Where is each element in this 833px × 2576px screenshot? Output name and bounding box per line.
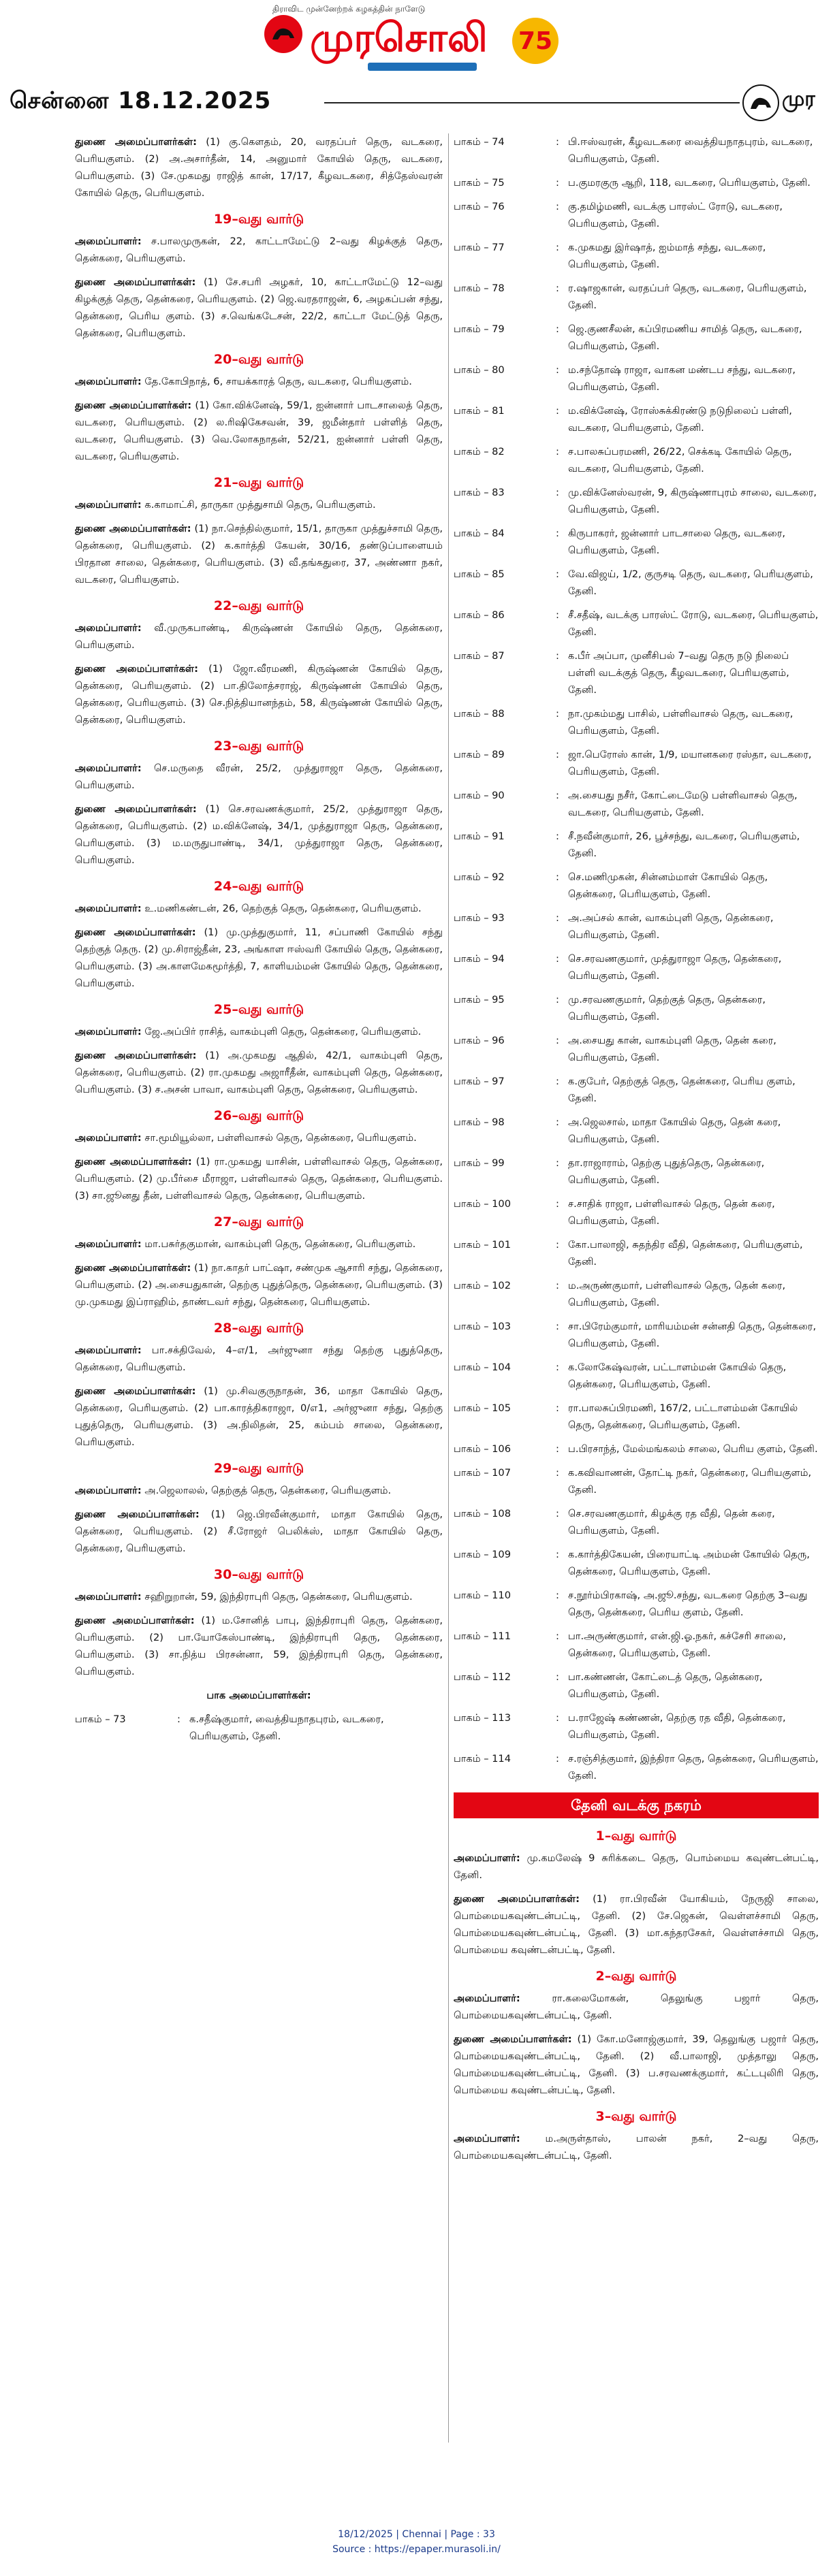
booth-separator: : [556,283,559,294]
booth-separator: : [556,708,559,720]
booth-number: பாகம் – 85 [454,568,505,580]
booth-number: பாகம் – 112 [454,1671,511,1683]
member-details: (1) ஜோ.வீரமணி, கிருஷ்ணன் கோயில் தெரு, தென்கரை, பெரியகுளம். (2) பா.திலோத்சராஜ், கிருஷ்ணன் கோயில் தெரு, தென்கரை, பெரியகுளம். (3) செ.நித்தியானந்தம், 58, கிருஷ்ணன் கோயில் தெரு, தென்கரை, பெரியகுளம். [75,663,443,726]
booth-separator: : [556,1239,559,1251]
member-paragraph [454,2031,819,2099]
booth-person: ப.ராஜேஷ் கண்ணன், தெற்கு ரத வீதி, தென்கரை, பெரியகுளம், தேனி. [568,1712,786,1741]
booth-person: ஜெ.குணசீலன், கப்பிரமணிய சாமித் தெரு, வடகரை, பெரியகுளம், தேனி. [568,323,802,352]
booth-person: க.குபேர், தெற்குத் தெரு, தென்கரை, பெரிய குளம், தேனி. [568,1076,796,1104]
booth-number: பாகம் – 108 [454,1508,511,1519]
booth-number: பாகம் – 92 [454,871,505,883]
booth-entry [454,174,819,191]
booth-entry [454,746,819,780]
booth-person: ப.பிரசாந்த், மேல்மங்கலம் சாலை, பெரிய குளம், தேனி. [568,1443,818,1455]
anniversary-number: 75 [518,27,553,55]
booth-entry [454,566,819,600]
member-details: ம.அருள்தாஸ், பாலன் நகர், 2–வது தெரு, பொம்மையகவுண்டன்பட்டி, தேனி. [454,2133,819,2161]
ward-heading: 21–வது வார்டு [213,475,304,490]
left-column [75,133,443,2448]
role-label: அமைப்பாளர்: [75,376,142,387]
member-details: உ.மணிகண்டன், 26, தெற்குத் தெரு, தென்கரை, பெரியகுளம். [141,903,422,914]
booth-person: க.பீர் அப்பா, முனீசிபல் 7–வது தெரு நடு நிலைப் பள்ளி வடக்குத் தெரு, கீழவடகரை, பெரியகுளம், தேனி. [568,650,789,696]
member-paragraph [75,660,443,728]
member-paragraph [75,1236,443,1253]
member-paragraph [454,1990,819,2024]
booth-person: ம.சந்தோஷ் ராஜா, வாகன மண்டப சந்து, வடகரை, பெரியகுளம், தேனி. [568,364,796,393]
member-paragraph [75,924,443,992]
booth-entry [454,1359,819,1393]
booth-entry [454,1709,819,1743]
booth-separator: : [177,1713,180,1725]
booth-number: பாகம் – 76 [454,201,505,212]
booth-number: பாகம் – 99 [454,1157,505,1169]
booth-entry [454,705,819,739]
booth-number: பாகம் – 104 [454,1362,511,1373]
ward-heading: 23–வது வார்டு [213,739,304,754]
booth-number: பாகம் – 111 [454,1630,511,1642]
booth-entry [454,950,819,984]
masthead-emblem-icon [264,15,302,53]
booth-person: தா.ராஜாராம், தெற்கு புதுத்தெரு, தென்கரை, பெரியகுளம், தேனி. [568,1157,765,1186]
member-paragraph [75,1342,443,1376]
role-label: துணை அமைப்பாளர்கள்: [75,1385,196,1397]
role-label: அமைப்பாளர்: [75,1026,142,1037]
booth-entry [454,1236,819,1270]
member-paragraph [75,1153,443,1204]
member-paragraph [75,1259,443,1310]
member-details: ரா.கலைமோகன், தெலுங்கு பஜார் தெரு, பொம்மையகவுண்டன்பட்டி, தேனி. [454,1993,819,2021]
booth-number: பாகம் – 101 [454,1239,511,1251]
booth-separator: : [556,1280,559,1291]
booth-separator: : [556,1362,559,1373]
booth-number: பாகம் – 82 [454,446,505,457]
edition-date: சென்னை 18.12.2025 [10,87,272,114]
member-details: (1) நா.செந்தில்குமார், 15/1, தாருகா முத்துச்சாமி தெரு, தென்கரை, பெரியகுளம். (2) க.கார்த்தி கேயன், 30/16, தண்டுப்பாளையம் பிரதான சாலை, தென்கரை, பெரியகுளம். (3) வீ.தங்கதுரை, 37, அண்ணா நகர், வடகரை, பெரியகுளம். [75,523,443,585]
booth-entry [454,828,819,862]
member-paragraph [454,2130,819,2164]
booth-number: பாகம் – 91 [454,831,505,842]
booth-person: ச.பாலசுப்பரமணி, 26/22, செக்கடி கோயில் தெரு, வடகரை, பெரியகுளம், தேனி. [568,446,792,474]
role-label: அமைப்பாளர்: [75,499,142,511]
mini-logo-text: முர [782,87,815,111]
booth-person: பா.கண்ணன், கோட்டைத் தெரு, தென்கரை, பெரியகுளம், தேனி. [568,1671,763,1700]
booth-number: பாகம் – 110 [454,1590,511,1601]
role-label: அமைப்பாளர்: [75,622,142,634]
masthead-tagline: திராவிட முன்னேற்றக் கழகத்தின் நாளேடு [272,4,426,14]
booth-person: அ.சையது நசீர், கோட்டைமேடு பள்ளிவாசல் தெரு, வடகரை, பெரியகுளம், தேனி. [568,790,798,818]
ward-heading: 26–வது வார்டு [213,1108,304,1123]
booth-number: பாகம் – 89 [454,749,505,760]
booth-number: பாகம் – 105 [454,1402,511,1414]
booth-entry [454,647,819,698]
role-label: அமைப்பாளர்: [75,236,142,247]
booth-separator: : [556,1076,559,1087]
booth-person: செ.மணிமுகன், சின்னம்மாள் கோயில் தெரு, தென்கரை, பெரியகுளம், தேனி. [568,871,768,900]
booth-separator: : [556,177,559,189]
booth-person: க.லோகேஷ்வரன், பட்டாளம்மன் கோயில் தெரு, தென்கரை, பெரியகுளம், தேனி. [568,1362,787,1390]
member-details: க.காமாட்சி, தாருகா முத்துசாமி தெரு, பெரியகுளம். [141,499,376,511]
member-paragraph [75,1129,443,1146]
booth-entry [454,1440,819,1458]
booth-entry [454,198,819,232]
booth-number: பாகம் – 114 [454,1753,511,1765]
role-label: அமைப்பாளர்: [75,762,142,774]
ward-heading: 22–வது வார்டு [213,598,304,613]
booth-person: ர.ஷாஜகான், வரதப்பர் தெரு, வடகரை, பெரியகுளம், தேனி. [568,283,807,311]
booth-entry [454,280,819,314]
role-label: அமைப்பாளர்: [75,1238,142,1250]
ward-heading: 3–வது வார்டு [595,2109,677,2124]
booth-number: பாகம் – 95 [454,994,505,1005]
ward-heading: 30–வது வார்டு [213,1567,304,1582]
role-label: துணை அமைப்பாளர்கள்: [75,1050,197,1061]
ward-heading: 28–வது வார்டு [213,1321,304,1336]
booth-person: அ.சையது கான், வாகம்புளி தெரு, தென் கரை, பெரியகுளம், தேனி. [568,1035,776,1063]
booth-number: பாகம் – 78 [454,283,505,294]
member-paragraph [75,1612,443,1680]
booth-person: கோ.பாலாஜி, சுதந்திர வீதி, தென்கரை, பெரியகுளம், தேனி. [568,1239,803,1268]
ward-heading: 24–வது வார்டு [213,879,304,894]
booth-entry [454,321,819,355]
booth-entry [454,1318,819,1352]
booth-separator: : [556,749,559,760]
masthead-subline [368,63,477,71]
booth-person: ம.அருண்குமார், பள்ளிவாசல் தெரு, தென் கரை, பெரியகுளம், தேனி. [568,1280,786,1308]
member-paragraph [75,760,443,794]
role-label: துணை அமைப்பாளர்கள்: [75,400,192,411]
booth-person: க.முகமது இர்ஷாத், ஐம்மாத் சந்து, வடகரை, பெரியகுளம், தேனி. [568,242,766,270]
member-paragraph [454,1890,819,1959]
booth-entry [454,1546,819,1580]
member-paragraph [75,1506,443,1557]
booth-person: அ.அப்சல் கான், வாகம்புளி தெரு, தென்கரை, பெரியகுளம், தேனி. [568,912,774,941]
booth-entry [454,869,819,903]
booth-separator: : [556,1467,559,1479]
booth-number: பாகம் – 97 [454,1076,505,1087]
booth-separator: : [556,323,559,335]
booth-person: கு.தமிழ்மணி, வடக்கு பாரஸ்ட் ரோடு, வடகரை, பெரியகுளம், தேனி. [568,201,783,229]
role-label: துணை அமைப்பாளர்கள்: [75,1509,200,1520]
booth-number: பாகம் – 93 [454,912,505,924]
booth-person: க.கார்த்திகேயன், பிரையாட்டி அம்மன் கோயில் தெரு, தென்கரை, பெரியகுளம், தேனி. [568,1549,810,1577]
booth-number: பாகம் – 102 [454,1280,511,1291]
role-label: துணை அமைப்பாளர்கள்: [75,803,197,815]
booth-person: ஜா.பெரோஸ் கான், 1/9, மயானகரை ரஸ்தா, வடகரை, பெரியகுளம், தேனி. [568,749,812,777]
member-details: ஜே.அப்பிர் ராசித், வாகம்புளி தெரு, தென்கரை, பெரியகுளம். [141,1026,422,1037]
booth-number: பாகம் – 88 [454,708,505,720]
member-paragraph [75,520,443,588]
member-details: (1) கோ.மனோஜ்குமார், 39, தெலுங்கு பஜார் தெரு, பொம்மையகவுண்டன்பட்டி, தேனி. (2) வீ.பாலாஜி, முத்தாலு தெரு, பொம்மையகவுண்டன்பட்டி, தேனி. (3) ப.சரவணக்குமார், கட்டபுலிரி தெரு, பொம்மைய கவுண்டன்பட்டி, தேனி. [454,2033,819,2096]
booth-number: பாகம் – 96 [454,1035,505,1046]
booth-person: சீ.நவீன்குமார், 26, பூச்சந்து, வடகரை, பெரியகுளம், தேனி. [568,831,800,859]
booth-separator: : [556,1712,559,1724]
booth-separator: : [556,790,559,801]
booth-entry [75,1711,443,1745]
role-label: அமைப்பாளர்: [454,1993,520,2004]
booth-separator: : [556,1035,559,1046]
member-details: (1) மு.சிவகுருநாதன், 36, மாதா கோயில் தெரு, தென்கரை, பெரியகுளம். (2) பா.காரத்திகராஜா, 0/எ1, அர்ஜுனா சந்து, தெற்கு புதுத்தெரு, பெரியகுளம். (3) அ.நிலிதன், 25, கம்பம் சாலை, தென்கரை, பெரியகுளம். [75,1385,443,1448]
member-details: (1) நா.காதர் பாட்ஷா, சண்முக ஆசாரி சந்து, தென்கரை, பெரியகுளம். (2) அ.சையதுகான், தெற்கு புதுத்தெரு, தென்கரை, பெரியகுளம். (3) மு.முகமது இப்ராஹிம், தாண்டவர் சந்து, தென்கரை, பெரியகுளம். [75,1262,443,1308]
booth-number: பாகம் – 81 [454,405,505,417]
member-details: (1) கோ.விக்னேஷ், 59/1, ஐன்னார் பாடசாலைத் தெரு, வடகரை, பெரியகுளம். (2) ல.ரிஷிகேசவன், 39, ஜமீன்தார் பள்ளித் தெரு, வடகரை, பெரியகுளம். (3) வெ.லோகநாதன், 52/21, ஐன்னார் பள்ளி தெரு, வடகரை, பெரியகுளம். [75,400,443,462]
section-heading: தேனி வடக்கு நகரம் [454,1792,819,1818]
booth-number: பாகம் – 100 [454,1198,511,1210]
booth-entry [454,1587,819,1621]
member-paragraph [75,1047,443,1098]
ward-heading: 1–வது வார்டு [595,1829,677,1844]
booth-entry [454,1032,819,1066]
booth-separator: : [556,405,559,417]
ward-heading: 25–வது வார்டு [213,1002,304,1017]
role-label: துணை அமைப்பாளர்கள்: [75,523,191,534]
role-label: துணை அமைப்பாளர்கள்: [75,136,197,148]
dateline-rule [324,102,740,103]
booth-separator: : [556,1321,559,1332]
booth-entry [454,991,819,1025]
ward-heading: 2–வது வார்டு [595,1969,677,1984]
booth-person: மு.விக்னேஸ்வரன், 9, கிருஷ்ணாபுரம் சாலை, வடகரை, பெரியகுளம், தேனி. [568,487,817,515]
booth-number: பாகம் – 86 [454,609,505,621]
member-paragraph [75,133,443,202]
role-label: அமைப்பாளர்: [75,1591,142,1603]
booth-separator: : [556,487,559,498]
booth-entry [454,484,819,518]
member-details: (1) ரா.பிரவீன் யோகியம், நேருஜி சாலை, பொம்மையகவுண்டன்பட்டி, தேனி. (2) சே.ஜெகன், வெள்ளச்சாமி தெரு, பொம்மையகவுண்டன்பட்டி, தேனி. (3) மா.கந்தரசேகர், வெள்ளச்சாமி தெரு, பொம்மைய கவுண்டன்பட்டி, தேனி. [454,1893,819,1956]
booth-separator: : [556,1198,559,1210]
booth-person: செ.சரவணகுமார், கிழக்கு ரத வீதி, தென் கரை, பெரியகுளம், தேனி. [568,1508,775,1536]
role-label: துணை அமைப்பாளர்கள்: [75,663,198,675]
booth-person: ரா.பாலசுப்பிரமணி, 167/2, பட்டாளம்மன் கோயில் தெரு, தென்கரை, பெரியகுளம், தேனி. [568,1402,798,1431]
member-paragraph [75,900,443,917]
booth-separator: : [556,568,559,580]
booth-separator: : [556,242,559,253]
footer-page-info: 18/12/2025 | Chennai | Page : 33 [338,2529,495,2540]
booth-person: வே.விஜய், 1/2, குருசடி தெரு, வடகரை, பெரியகுளம், தேனி. [568,568,813,597]
booth-entry [454,1073,819,1107]
member-details: அ.ஜெலாலல், தெற்குத் தெரு, தென்கரை, பெரியகுளம். [141,1485,392,1496]
member-paragraph [75,373,443,390]
booth-entry [454,787,819,821]
booth-number: பாகம் – 113 [454,1712,511,1724]
booth-number: பாகம் – 107 [454,1467,511,1479]
member-paragraph [75,1023,443,1040]
booth-entry [454,525,819,559]
booth-entry [454,1750,819,1784]
booth-number: பாகம் – 103 [454,1321,511,1332]
booth-entry [454,607,819,641]
masthead [0,0,833,76]
booth-separator: : [556,1590,559,1601]
member-details: (1) மு.முத்துகுமார், 11, சப்பாணி கோயில் சந்து தெற்குத் தெரு. (2) மு.சிராஜ்தீன், 23, அங்காள ஈஸ்வரி கோயில் தெரு, தென்கரை, பெரியகுளம். (3) அ.காளமேகமூர்த்தி, 7, காளியம்மன் கோயில் தெரு, தென்கரை, பெரியகுளம். [75,927,443,989]
booth-entry [454,1628,819,1662]
role-label: அமைப்பாளர்: [75,1485,142,1496]
member-paragraph [75,619,443,654]
role-label: அமைப்பாளர்: [454,2133,520,2144]
role-label: துணை அமைப்பாளர்கள்: [75,927,196,938]
booth-number: பாகம் – 83 [454,487,505,498]
booth-person: செ.சரவணகுமார், முத்துராஜா தெரு, தென்கரை, பெரியகுளம், தேனி. [568,953,782,982]
anniversary-emblem [507,4,563,72]
ward-heading: 29–வது வார்டு [213,1461,304,1476]
booth-separator: : [556,136,559,148]
booth-entry [454,361,819,396]
booth-number: பாகம் – 106 [454,1443,511,1455]
member-details: சா.மூமியூல்லா, பள்ளிவாசல் தெரு, தென்கரை, பெரியகுளம். [141,1132,417,1144]
member-details: வீ.முருகபாண்டி, கிருஷ்ணன் கோயில் தெரு, தென்கரை, பெரியகுளம். [75,622,443,651]
booth-person: ப.குமரகுரு ஆறி, 118, வடகரை, பெரியகுளம், தேனி. [568,177,811,189]
booth-separator: : [556,912,559,924]
booth-entry [454,133,819,167]
member-details: (1) அ.முகமது ஆதில், 42/1, வாகம்புளி தெரு, தென்கரை, பெரியகுளம். (2) ரா.முகமது அஜாரீதீன், வாகம்புளி தெரு, தென்கரை, பெரியகுளம். (3) ச.அசன் பாவா, வாகம்புளி தெரு, தென்கரை, பெரியகுளம். [75,1050,443,1095]
member-paragraph [75,1482,443,1499]
member-details: மா.பசுர்தகுமான், வாகம்புளி தெரு, தென்கரை, பெரியகுளம். [141,1238,416,1250]
booth-entry [454,1505,819,1539]
booth-separator: : [556,1630,559,1642]
dateline [0,80,833,121]
article-body [75,133,821,2448]
booth-person: ச.சாதிக் ராஜா, பள்ளிவாசல் தெரு, தென் கரை, பெரியகுளம், தேனி. [568,1198,775,1227]
booth-separator: : [556,871,559,883]
booth-separator: : [556,1508,559,1519]
booth-person: ம.விக்னேஷ், ரோஸ்சுக்கிரண்டு நடுநிலைப் பள்ளி, வடகரை, பெரியகுளம், தேனி. [568,405,792,434]
member-paragraph [75,1383,443,1451]
role-label: துணை அமைப்பாளர்கள்: [454,2033,572,2045]
member-details: பா.சக்திவேல், 4–எ/1, அர்ஜுனா சந்து தெற்கு புதுத்தெரு, தென்கரை, பெரியகுளம். [75,1345,443,1373]
role-label: அமைப்பாளர்: [75,1132,142,1144]
booth-number: பாகம் – 74 [454,136,505,148]
member-paragraph [75,397,443,465]
booth-person: சா.பிரேம்குமார், மாரியம்மன் சன்னதி தெரு, தென்கரை, பெரியகுளம், தேனி. [568,1321,817,1349]
footer-source-link[interactable]: Source : https://epaper.murasoli.in/ [332,2544,501,2555]
booth-entry [454,1114,819,1148]
booth-number: பாகம் – 79 [454,323,505,335]
booth-separator: : [556,994,559,1005]
booth-number: பாகம் – 84 [454,528,505,539]
booth-number: பாகம் – 73 [75,1713,126,1725]
member-details: (1) ரா.முகமது யாசின், பள்ளிவாசல் தெரு, தென்கரை, பெரியகுளம். (2) மு.பீர்சை மீராஜா, பள்ளிவாசல் தெரு, தென்கரை, பெரியகுளம். (3) சா.ஜூனது தீன், பள்ளிவாசல் தெரு, தென்கரை, பெரியகுளம். [75,1156,443,1202]
booth-person: சீ.சதீஷ், வடக்கு பாரஸ்ட் ரோடு, வடகரை, பெரியகுளம், தேனி. [568,609,819,638]
member-details: ச.பாலமுருகன், 22, காட்டாமேட்டு 2–வது கிழக்குத் தெரு, தென்கரை, பெரியகுளம். [75,236,443,264]
ward-heading: 20–வது வார்டு [213,352,304,367]
role-label: துணை அமைப்பாளர்கள்: [75,1156,192,1168]
booth-separator: : [556,609,559,621]
booth-separator: : [556,831,559,842]
booth-entry [454,1277,819,1311]
booth-separator: : [556,1116,559,1128]
booth-person: பி.ஈஸ்வரன், கீழவடகரை வைத்தியநாதபுரம், வடகரை, பெரியகுளம், தேனி. [568,136,813,165]
booth-separator: : [556,953,559,965]
booth-separator: : [556,1671,559,1683]
member-details: (1) ஜெ.பிரவீன்குமார், மாதா கோயில் தெரு, தென்கரை, பெரியகுளம். (2) சீ.ரோஜர் பெலிக்ஸ், மாதா கோயில் தெரு, தென்கரை, பெரியகுளம். [75,1509,443,1554]
member-details: தே.கோபிநாத், 6, சாயக்காரத் தெரு, வடகரை, பெரியகுளம். [141,376,412,387]
booth-person: க.சதீஷ்குமார், வைத்தியநாதபுரம், வடகரை, பெரியகுளம், தேனி. [189,1713,384,1742]
member-paragraph [75,274,443,342]
member-details: (1) செ.சரவணக்குமார், 25/2, முத்துராஜா தெரு, தென்கரை, பெரியகுளம். (2) ம.விக்னேஷ், 34/1, முத்துராஜா தெரு, தென்கரை, பெரியகுளம். (3) ம.மருதுபாண்டி, 34/1, முத்துராஜா தெரு, தென்கரை, பெரியகுளம். [75,803,443,866]
booth-number: பாகம் – 98 [454,1116,505,1128]
booth-number: பாகம் – 87 [454,650,505,662]
booth-entry [454,239,819,273]
booth-person: நா.முகம்மது பாசில், பள்ளிவாசல் தெரு, வடகரை, பெரியகுளம், தேனி. [568,708,793,737]
booth-person: ச.நூர்ம்பிரகாஷ், அ.ஜூ.சந்து, வடகரை தெற்கு 3–வது தெரு, தென்கரை, பெரிய குளம், தேனி. [568,1590,808,1618]
member-paragraph [454,1850,819,1884]
booth-person: ச.ரஞ்சித்குமார், இந்திரா தெரு, தென்கரை, பெரியகுளம், தேனி. [568,1753,819,1782]
booth-entry [454,1464,819,1498]
member-details: (1) சே.சபரி அழகர், 10, காட்டாமேட்டு 12–வது கிழக்குத் தெரு, தென்கரை, பெரியகுளம். (2) ஜெ.வரதராஜன், 6, அழகப்பன் சந்து, தென்கரை, பெரிய குளம். (3) ச.வெங்கடேசன், 22/2, காட்டா மேட்டுத் தெரு, தென்கரை, பெரியகுளம். [75,276,443,339]
right-column [454,133,819,2448]
member-details: செ.மருதை வீரன், 25/2, முத்துராஜா தெரு, தென்கரை, பெரியகுளம். [75,762,443,791]
booth-number: பாகம் – 90 [454,790,505,801]
booth-separator: : [556,1549,559,1560]
booth-separator: : [556,650,559,662]
booth-entry [454,1669,819,1703]
mini-logo-icon [742,84,779,121]
booth-entry [454,1195,819,1229]
member-details: (1) ம.சோனித் பாபு, இந்திராபுரி தெரு, தென்கரை, பெரியகுளம். (2) பா.யோகேஸ்பாண்டி, இந்திராபுரி தெரு, தென்கரை, பெரியகுளம். (3) சா.நித்ய பிரசன்னா, 59, இந்திராபுரி தெரு, தென்கரை, பெரியகுளம். [75,1615,443,1677]
role-label: துணை அமைப்பாளர்கள்: [75,1615,195,1626]
member-details: சஹிறுறான், 59, இந்திராபுரி தெரு, தென்கரை, பெரியகுளம். [141,1591,413,1603]
ward-heading: 27–வது வார்டு [213,1214,304,1229]
booth-subheading: பாக அமைப்பாளர்கள்: [206,1690,311,1701]
booth-entry [454,1155,819,1189]
booth-person: க.கவிவாணன், தோட்டி நகர், தென்கரை, பெரியகுளம், தேனி. [568,1467,812,1496]
member-paragraph [75,1588,443,1605]
booth-person: கிருபாகரர், ஜன்னார் பாடசாலை தெரு, வடகரை, பெரியகுளம், தேனி. [568,528,786,556]
member-paragraph [75,496,443,513]
page-footer [0,2527,833,2568]
ward-heading: 19–வது வார்டு [213,212,304,227]
booth-separator: : [556,446,559,457]
role-label: துணை அமைப்பாளர்கள்: [75,276,196,288]
booth-entry [454,909,819,944]
booth-entry [454,443,819,477]
booth-separator: : [556,1443,559,1455]
booth-number: பாகம் – 109 [454,1549,511,1560]
role-label: அமைப்பாளர்: [75,1345,142,1356]
booth-separator: : [556,1753,559,1765]
role-label: அமைப்பாளர்: [75,903,142,914]
booth-number: பாகம் – 75 [454,177,505,189]
booth-number: பாகம் – 80 [454,364,505,376]
member-paragraph [75,233,443,267]
column-divider [448,133,449,2443]
booth-entry [454,1400,819,1434]
member-paragraph [75,801,443,869]
role-label: துணை அமைப்பாளர்கள்: [454,1893,580,1905]
booth-separator: : [556,1402,559,1414]
booth-separator: : [556,364,559,376]
member-details: மு.கமலேஷ் 9 சுரிக்கடை தெரு, பொம்மைய கவுண்டன்பட்டி, தேனி. [454,1852,819,1881]
booth-separator: : [556,201,559,212]
booth-separator: : [556,528,559,539]
booth-number: பாகம் – 94 [454,953,505,965]
booth-person: அ.ஜெலசால், மாதா கோயில் தெரு, தென் கரை, பெரியகுளம், தேனி. [568,1116,781,1145]
role-label: அமைப்பாளர்: [454,1852,520,1864]
booth-number: பாகம் – 77 [454,242,505,253]
member-details: (1) கு.கௌதம், 20, வரதப்பர் தெரு, வடகரை, பெரியகுளம். (2) அ.அசார்தீன், 14, அனுமார் கோயில் தெரு, வடகரை, பெரியகுளம். (3) சே.முகமது ராஜித் கான், 17/17, கீழவடகரை, சித்தேஸ்வரன் கோயில் தெரு, பெரியகுளம். [75,136,443,199]
booth-person: பா.அருண்குமார், என்.ஜி.ஓ.நகர், கச்சேரி சாலை, தென்கரை, பெரியகுளம், தேனி. [568,1630,786,1659]
booth-person: மு.சரவணகுமார், தெற்குத் தெரு, தென்கரை, பெரியகுளம், தேனி. [568,994,766,1023]
booth-separator: : [556,1157,559,1169]
masthead-logo: முரசொலி [310,14,488,61]
booth-entry [454,402,819,436]
role-label: துணை அமைப்பாளர்கள்: [75,1262,191,1274]
